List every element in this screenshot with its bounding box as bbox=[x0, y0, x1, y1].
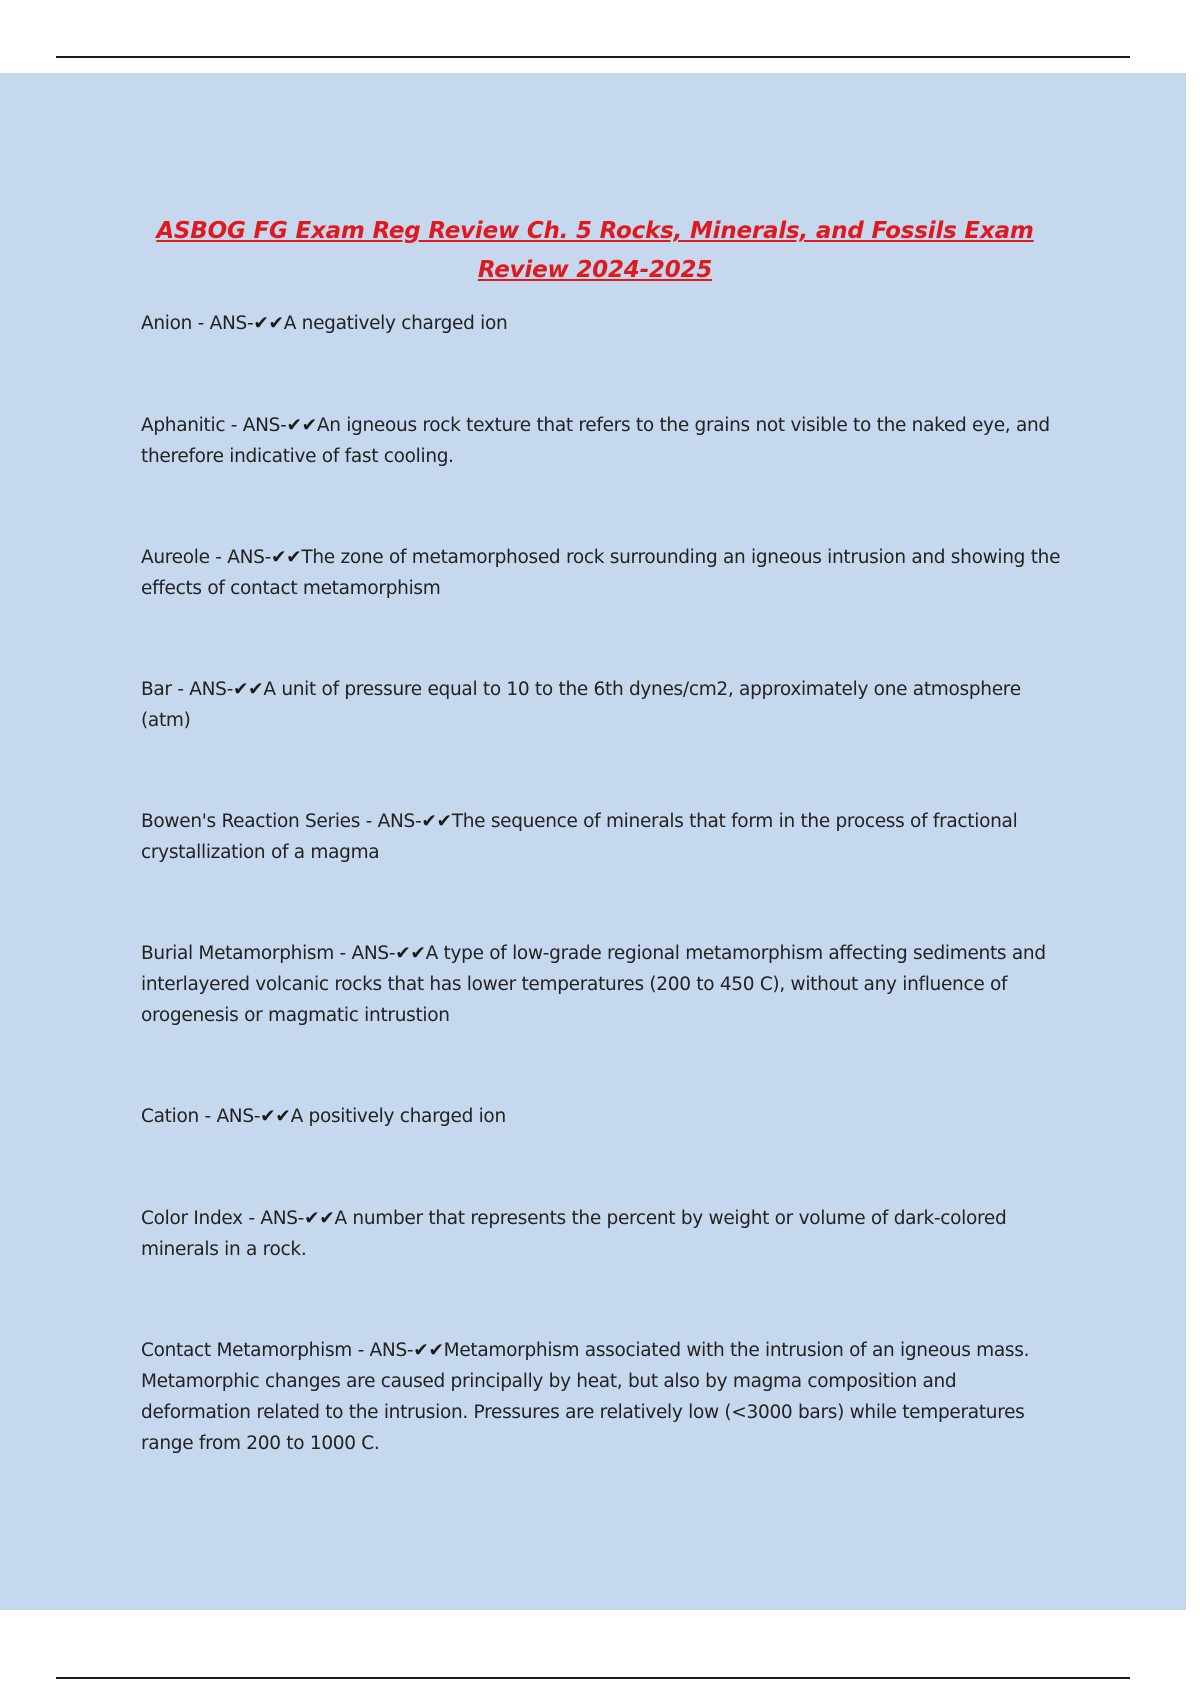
entry-separator: - ANS- bbox=[225, 415, 287, 436]
entry-separator: - ANS- bbox=[352, 1340, 414, 1361]
entry-term: Cation bbox=[141, 1106, 199, 1127]
definition-entry bbox=[141, 674, 1061, 736]
definition-list bbox=[141, 308, 1061, 1459]
double-check-icon: ✔✔ bbox=[421, 811, 452, 832]
entry-term: Bar bbox=[141, 679, 172, 700]
double-check-icon: ✔✔ bbox=[286, 415, 317, 436]
document-title: ASBOG FG Exam Reg Review Ch. 5 Rocks, Minerals, and Fossils Exam Review 2024-2025 bbox=[156, 218, 1034, 283]
definition-entry bbox=[141, 1101, 1061, 1132]
entry-definition: A unit of pressure equal to 10 to the 6th dynes/cm2, approximately one atmosphere (atm) bbox=[141, 679, 1021, 731]
entry-term: Aureole bbox=[141, 547, 210, 568]
entry-definition: An igneous rock texture that refers to the grains not visible to the naked eye, and therefore indicative of fast cooling. bbox=[141, 415, 1050, 467]
definition-entry bbox=[141, 938, 1061, 1031]
double-check-icon: ✔✔ bbox=[260, 1106, 291, 1127]
entry-term: Contact Metamorphism bbox=[141, 1340, 353, 1361]
double-check-icon: ✔✔ bbox=[413, 1340, 444, 1361]
entry-term: Color Index bbox=[141, 1208, 243, 1229]
entry-separator: - ANS- bbox=[242, 1208, 305, 1229]
entry-definition: A type of low-grade regional metamorphism affecting sediments and interlayered volcanic rocks that has lower temperatures (200 to 450 C), without any influence of orogenesis or magmatic intrustion bbox=[141, 943, 1046, 1026]
double-check-icon: ✔✔ bbox=[232, 679, 264, 700]
entry-separator: - ANS- bbox=[192, 313, 254, 334]
double-check-icon: ✔✔ bbox=[304, 1208, 335, 1229]
entry-term: Aphanitic bbox=[141, 415, 226, 436]
entry-definition: A positively charged ion bbox=[290, 1106, 506, 1127]
entry-definition: The zone of metamorphosed rock surrounding an igneous intrusion and showing the effects of contact metamorphism bbox=[141, 547, 1061, 599]
bottom-rule bbox=[56, 1677, 1130, 1679]
double-check-icon: ✔✔ bbox=[395, 943, 426, 964]
entry-separator: - ANS- bbox=[333, 943, 396, 964]
definition-entry bbox=[141, 1335, 1061, 1459]
top-rule bbox=[56, 56, 1130, 58]
entry-separator: - ANS- bbox=[171, 679, 233, 700]
double-check-icon: ✔✔ bbox=[253, 313, 284, 334]
definition-entry bbox=[141, 410, 1061, 472]
definition-entry bbox=[141, 542, 1061, 604]
entry-definition: The sequence of minerals that form in the process of fractional crystallization of a magma bbox=[141, 811, 1018, 863]
definition-entry bbox=[141, 1203, 1061, 1265]
entry-term: Anion bbox=[141, 313, 193, 334]
entry-separator: - ANS- bbox=[209, 547, 271, 568]
entry-definition: A number that represents the percent by weight or volume of dark-colored minerals in a rock. bbox=[141, 1208, 1007, 1260]
double-check-icon: ✔✔ bbox=[270, 547, 302, 568]
entry-term: Burial Metamorphism bbox=[141, 943, 334, 964]
entry-term: Bowen's Reaction Series bbox=[141, 811, 361, 832]
entry-separator: - ANS- bbox=[360, 811, 422, 832]
entry-separator: - ANS- bbox=[198, 1106, 261, 1127]
entry-definition: Metamorphism associated with the intrusion of an igneous mass. Metamorphic changes are caused principally by heat, but also by magma composition and deformation related to the intrusion. Pressures are relatively low (<3000 bars) while temperatures range from 200 to 1000 C. bbox=[141, 1340, 1030, 1454]
definition-entry bbox=[141, 806, 1061, 868]
definition-entry bbox=[141, 308, 1061, 339]
entry-definition: A negatively charged ion bbox=[283, 313, 508, 334]
